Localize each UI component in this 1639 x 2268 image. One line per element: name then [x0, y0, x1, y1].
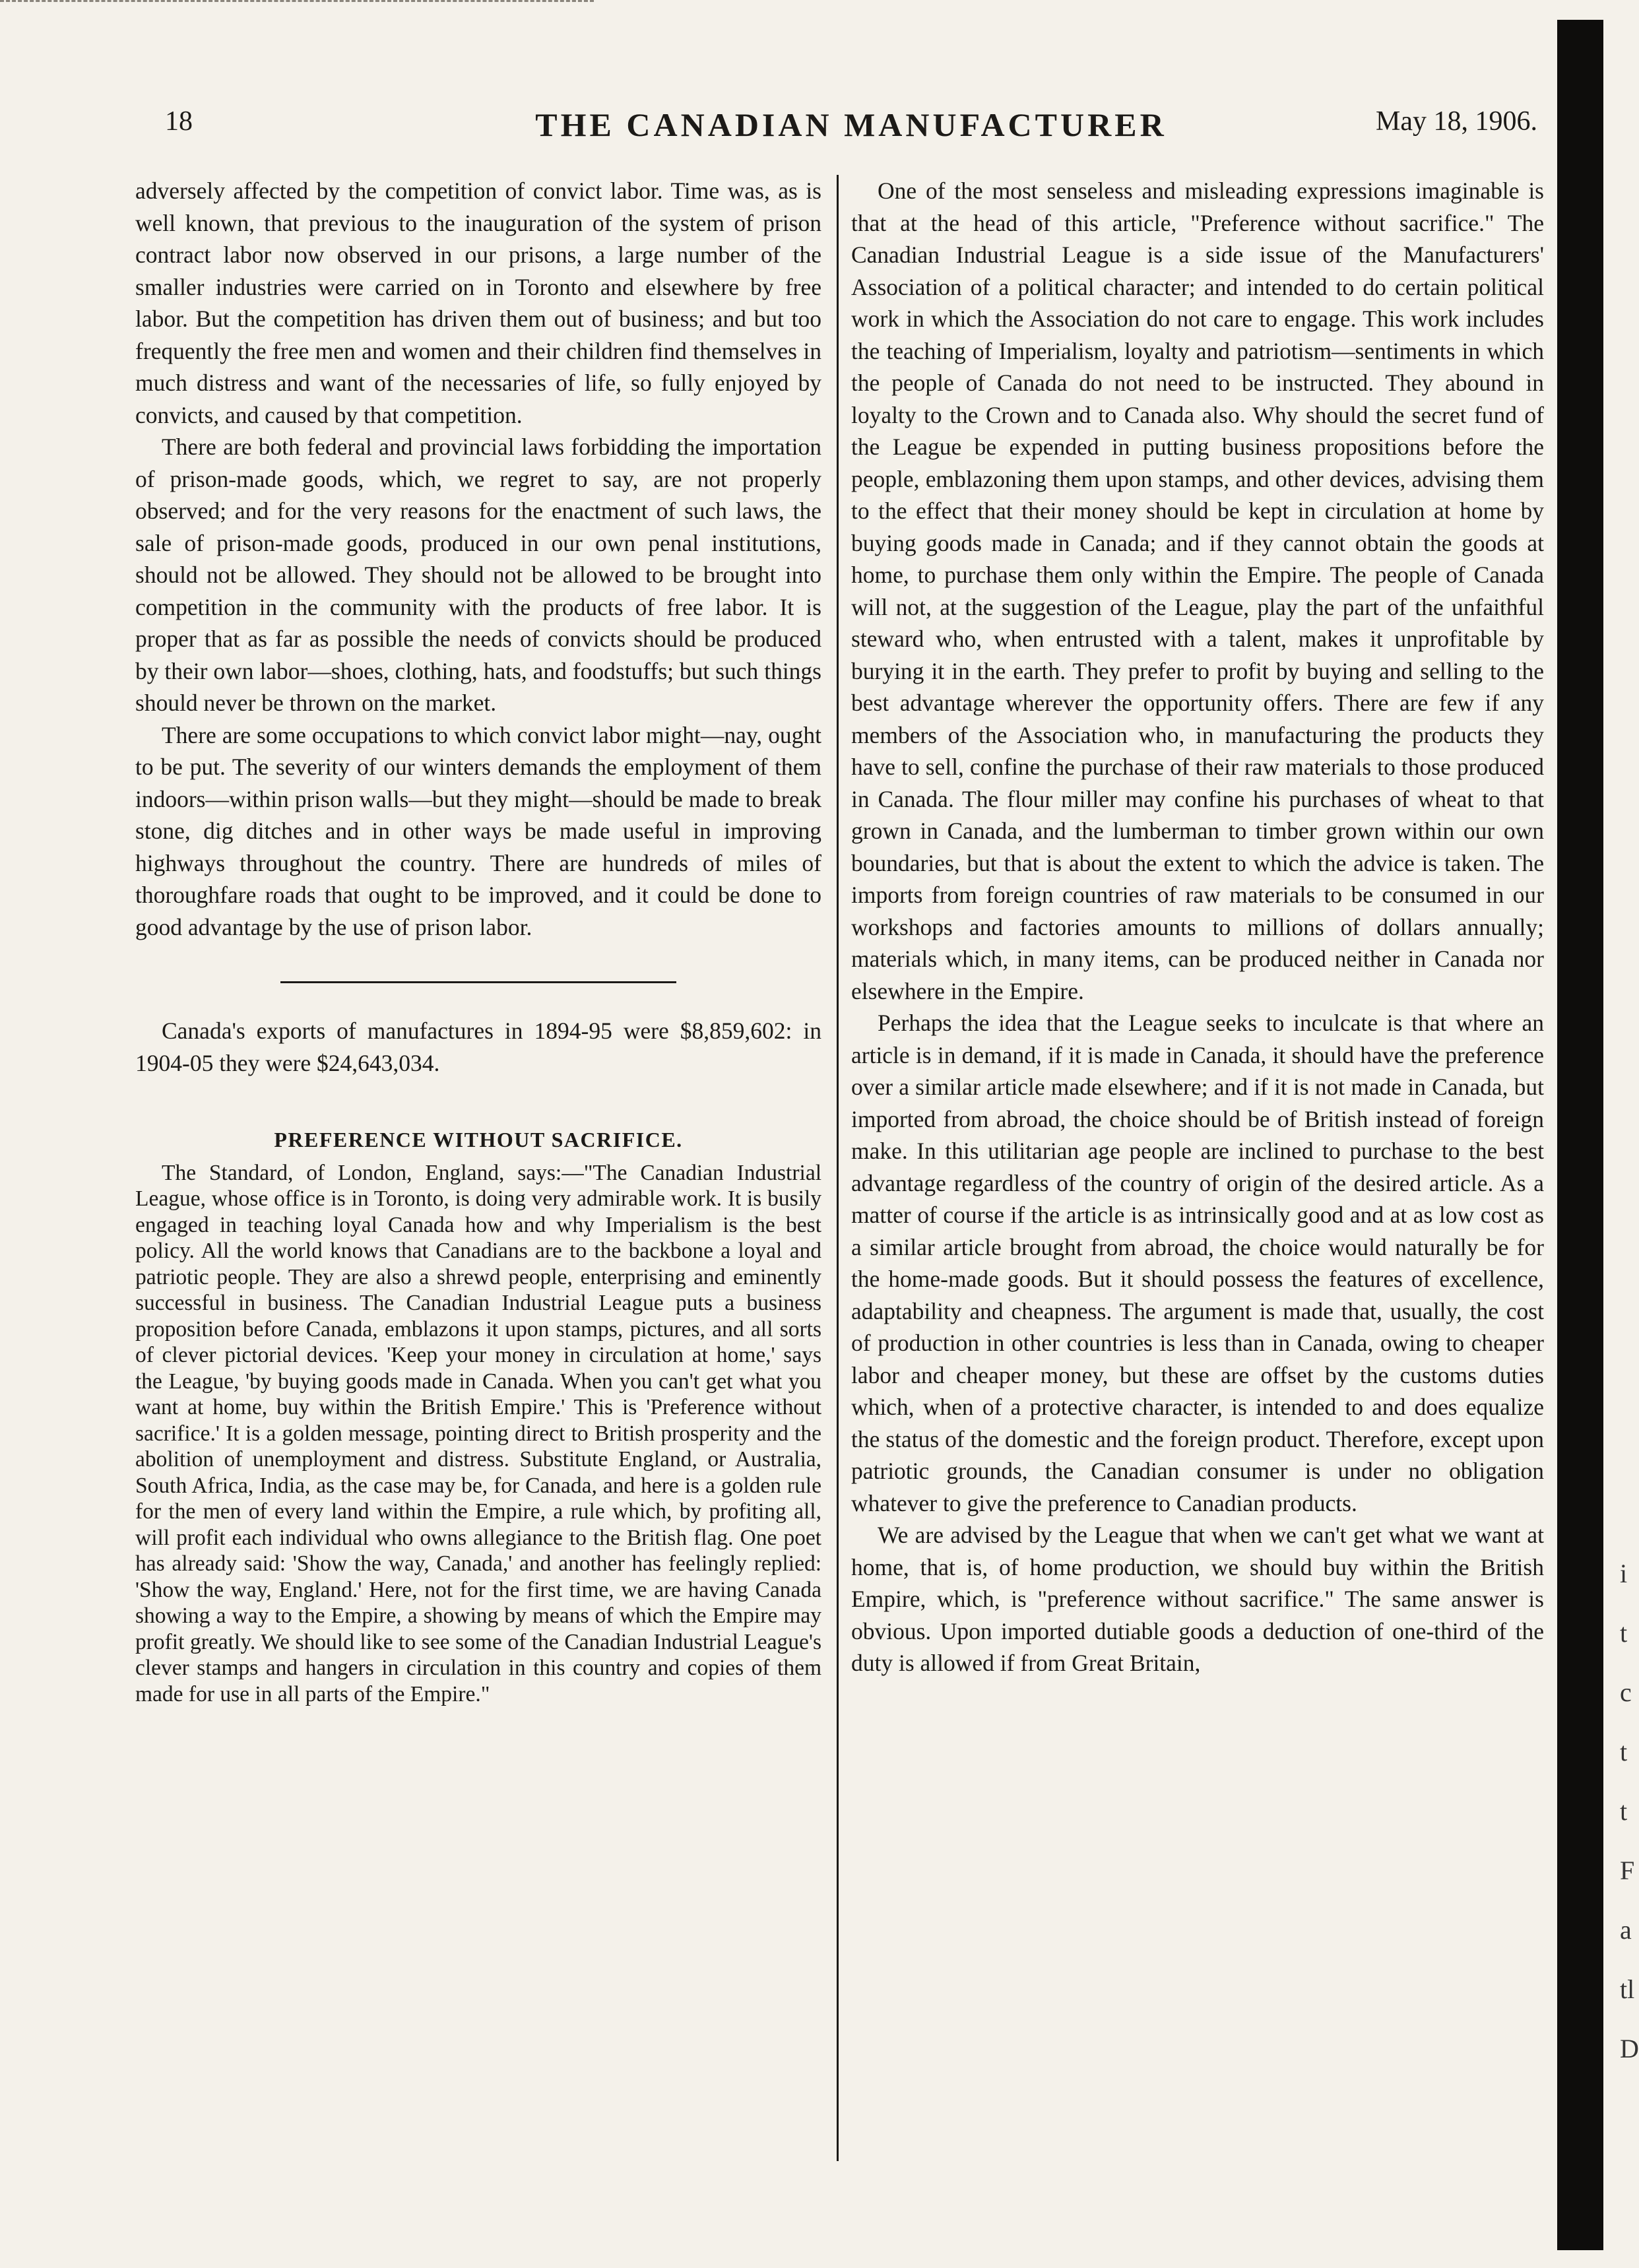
- edge-fragment: i: [1620, 1559, 1628, 1588]
- edge-fragment: D: [1620, 2034, 1639, 2063]
- section-heading: PREFERENCE WITHOUT SACRIFICE.: [274, 1128, 683, 1151]
- edge-fragment: F: [1620, 1856, 1635, 1885]
- edge-fragment: c: [1620, 1677, 1632, 1707]
- edge-fragment: t: [1620, 1618, 1628, 1648]
- quoted-editorial: The Standard, of London, England, says:—"The Canadian Industrial League, whose office is in Toronto, is doing very admirable work. It is busily engaged in teaching loyal Canada how and why Imperialism is the best policy. All the world knows that Canadians are to the backbone a loyal and patriotic people. They are also a shrewd people, enterprising and eminently successful in business. The Canadian Industrial League puts a business proposition before Canada, emblazons it upon stamps, pictures, and all sorts of clever pictorial devices. 'Keep your money in circulation at home,' says the League, 'by buying goods made in Canada. When you can't get what you want at home, buy within the British Empire.' This is 'Preference without sacrifice.' It is a golden message, pointing direct to British prosperity and the abolition of unemployment and distress. Substitute England, or Australia, South Africa, India, as the case may be, for Canada, and here is a golden rule for the men of every land within the Empire, a rule which, by profiting all, will profit each individual who owns allegiance to the British flag. One poet has already said: 'Show the way, Canada,' and another has feelingly replied: 'Show the way, England.' Here, not for the first time, we are having Canada showing a way to the Empire, a showing by means of which the Empire may profit greatly. We should like to see some of the Canadian Industrial League's clever stamps and hangers in circulation in this country and copies of them made for use in all parts of the Empire.": [135, 1160, 821, 1706]
- edge-fragment: tl: [1620, 1974, 1635, 2004]
- exports-note: Canada's exports of manufactures in 1894-95 were $8,859,602: in 1904-05 they were $24,643,034.: [135, 1018, 821, 1076]
- article-paragraph: One of the most senseless and misleading expressions imaginable is that at the head of this article, "Preference without sacrifice." The Canadian Industrial League is a side issue of the Manufacturers' Association of a political character; and intended to do certain political work in which the Association do not care to engage. This work includes the teaching of Imperialism, loyalty and patriotism—sentiments in which the people of Canada do not need to be instructed. They abound in loyalty to the Crown and to Canada also. Why should the secret fund of the League be expended in putting business propositions before the people, emblazoning them upon stamps, and other devices, advising them to the effect that their money should be kept in circulation at home by buying goods made in Canada; and if they cannot obtain the goods at home, to purchase them only within the Empire. The people of Canada will not, at the suggestion of the League, play the part of the unfaithful steward who, when entrusted with a talent, makes it unprofitable by burying it in the earth. They prefer to profit by buying and selling to the best advantage wherever the opportunity offers. There are few if any members of the Association who, in manufacturing the products they have to sell, confine the purchase of their raw materials to those produced in Canada. The flour miller may confine his purchases of wheat to that grown in Canada, and the lumberman to timber grown within our own boundaries, but that is about the extent to which the advice is taken. The imports from foreign countries of raw materials to be consumed in our workshops and factories amounts to millions of dollars annually; materials which, in many items, can be produced neither in Canada nor elsewhere in the Empire.: [851, 178, 1544, 1004]
- left-column: [135, 175, 821, 1707]
- edge-fragment: t: [1620, 1737, 1628, 1766]
- column-divider: [837, 175, 839, 2161]
- adjacent-page-fragments: [1620, 1544, 1639, 2138]
- edge-fragment: a: [1620, 1915, 1632, 1945]
- article-paragraph: There are some occupations to which convict labor might—nay, ought to be put. The severity of our winters demands the employment of them indoors—within prison walls—but they might—should be made to break stone, dig ditches and in other ways be made useful in improving highways throughout the country. There are hundreds of miles of thoroughfare roads that ought to be improved, and it could be done to good advantage by the use of prison labor.: [135, 721, 821, 940]
- page-number: 18: [165, 106, 193, 137]
- section-separator: [280, 981, 676, 983]
- article-paragraph: We are advised by the League that when we can't get what we want at home, that is, of home production, we should buy within the British Empire, which, is "preference without sacrifice." The same answer is obvious. Upon imported dutiable goods a deduction of one-third of the duty is allowed if from Great Britain,: [851, 1522, 1544, 1676]
- issue-date: May 18, 1906.: [1376, 106, 1537, 137]
- scan-top-rule: [0, 0, 594, 6]
- masthead-title: THE CANADIAN MANUFACTURER: [535, 106, 1167, 143]
- article-paragraph: adversely affected by the competition of convict labor. Time was, as is well known, that previous to the inauguration of the system of prison contract labor now observed in our prisons, a large number of the smaller industries were carried on in Toronto and elsewhere by free labor. But the competition has driven them out of business; and but too frequently the free men and women and their children find themselves in much distress and want of the necessaries of life, so fully enjoyed by convicts, and caused by that competition.: [135, 178, 821, 428]
- binding-edge-shadow: [1557, 20, 1603, 2250]
- article-paragraph: Perhaps the idea that the League seeks to inculcate is that where an article is in demand, if it is made in Canada, it should have the preference over a similar article made elsewhere; and if it is not made in Canada, but imported from abroad, the choice should be of British instead of foreign make. In this utilitarian age people are inclined to purchase to the best advantage regardless of the country of origin of the desired article. As a matter of course if the article is as intrinsically good and at as low cost as a similar article brought from abroad, the choice would naturally be for the home-made goods. But it should possess the features of excellence, adaptability and cheapness. The argument is made that, usually, the cost of production in other countries is less than in Canada, owing to cheaper labor and cheaper money, but these are offset by the customs duties which, when of a protective character, is intended to and does equalize the status of the domestic and the foreign product. Therefore, except upon patriotic grounds, the Canadian consumer is under no obligation whatever to give the preference to Canadian products.: [851, 1010, 1544, 1516]
- article-paragraph: There are both federal and provincial laws forbidding the importation of prison-made goods, which, we regret to say, are not properly observed; and for the very reasons for the enactment of such laws, the sale of prison-made goods, produced in our own penal institutions, should not be allowed. They should not be allowed to be brought into competition in the community with the products of free labor. It is proper that as far as possible the needs of convicts should be produced by their own labor—shoes, clothing, hats, and foodstuffs; but such things should never be thrown on the market.: [135, 434, 821, 716]
- edge-fragment: t: [1620, 1796, 1628, 1826]
- page-header: [165, 106, 1537, 152]
- right-column: [851, 175, 1544, 1679]
